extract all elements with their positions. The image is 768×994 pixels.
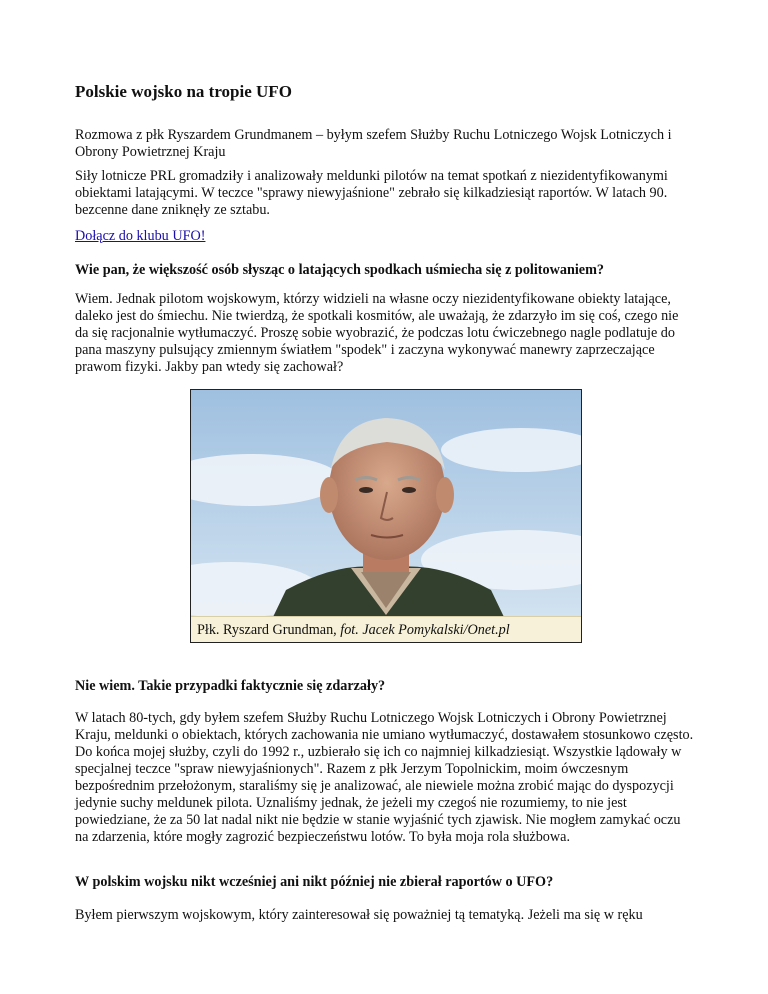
caption-credit: fot. Jacek Pomykalski/Onet.pl	[340, 622, 510, 638]
question-1: Wie pan, że większość osób słysząc o latających spodkach uśmiecha się z politowaniem?	[75, 262, 605, 278]
article-lead: Siły lotnicze PRL gromadziły i analizowały meldunki pilotów na temat spotkań z niezidentyfikowanymi obiektami latającymi. W teczce "sprawy niewyjaśnione" zebrało się kilkadziesiąt raportów. W latach 90. bezcenne dane zniknęły ze sztabu.	[75, 168, 668, 218]
answer-1: Wiem. Jednak pilotom wojskowym, którzy widzieli na własne oczy niezidentyfikowane obiekty latające, daleko jest do śmiechu. Nie twierdzą, że spotkali kosmitów, ale uważają, że zdarzyło im się coś, czego nie da się racjonalnie wytłumaczyć. Proszę sobie wyobrazić, że podczas lotu ćwiczebnego nagle podlatuje do pana maszyny pulsujący zmiennym światłem "spodek" i zaczyna wykonywać manewry zaprzeczające prawom fizyki. Jakby pan wtedy się zachował?	[75, 291, 679, 375]
article-title: Polskie wojsko na tropie UFO	[75, 82, 292, 101]
club-link[interactable]: Dołącz do klubu UFO!	[75, 228, 206, 244]
answer-2: W latach 80-tych, gdy byłem szefem Służby Ruchu Lotniczego Wojsk Lotniczych i Obrony Powietrznej Kraju, meldunki o obiektach, których zachowania nie umiano wytłumaczyć, dostawałem stosunkowo często. Do końca mojej służby, czyli do 1992 r., uzbierało się ich co najmniej kilkadziesiąt. Wszystkie lądowały w specjalnej teczce "spraw niewyjaśnionych". Razem z płk Jerzym Topolnickim, moim ówczesnym bezpośrednim przełożonym, staraliśmy się je analizować, ale niewiele można zrobić mając do dyspozycji jedynie suchy meldunek pilota. Uznaliśmy jednak, że jeżeli my czegoś nie rozumiemy, to nie jest powiedziane, że za 50 lat nadal nikt nie będzie w stanie wyjaśnić tych zjawisk. Nie mogłem zamykać oczu na zdarzenia, które mogły zagrozić bezpieczeństwu lotów. To była moja rola służbowa.	[75, 710, 694, 845]
portrait-image	[191, 390, 581, 642]
question-2: Nie wiem. Takie przypadki faktycznie się zdarzały?	[75, 678, 386, 694]
caption-name: Płk. Ryszard Grundman,	[197, 622, 337, 638]
answer-3: Byłem pierwszym wojskowym, który zainteresował się poważniej tą tematyką. Jeżeli ma się w ręku	[75, 907, 643, 923]
club-link-paragraph	[75, 228, 205, 245]
portrait-photo	[190, 389, 582, 643]
question-3: W polskim wojsku nikt wcześniej ani nikt później nie zbierał raportów o UFO?	[75, 874, 554, 890]
article-subtitle: Rozmowa z płk Ryszardem Grundmanem – byłym szefem Służby Ruchu Lotniczego Wojsk Lotniczych i Obrony Powietrznej Kraju	[75, 127, 672, 160]
photo-caption	[191, 616, 581, 642]
